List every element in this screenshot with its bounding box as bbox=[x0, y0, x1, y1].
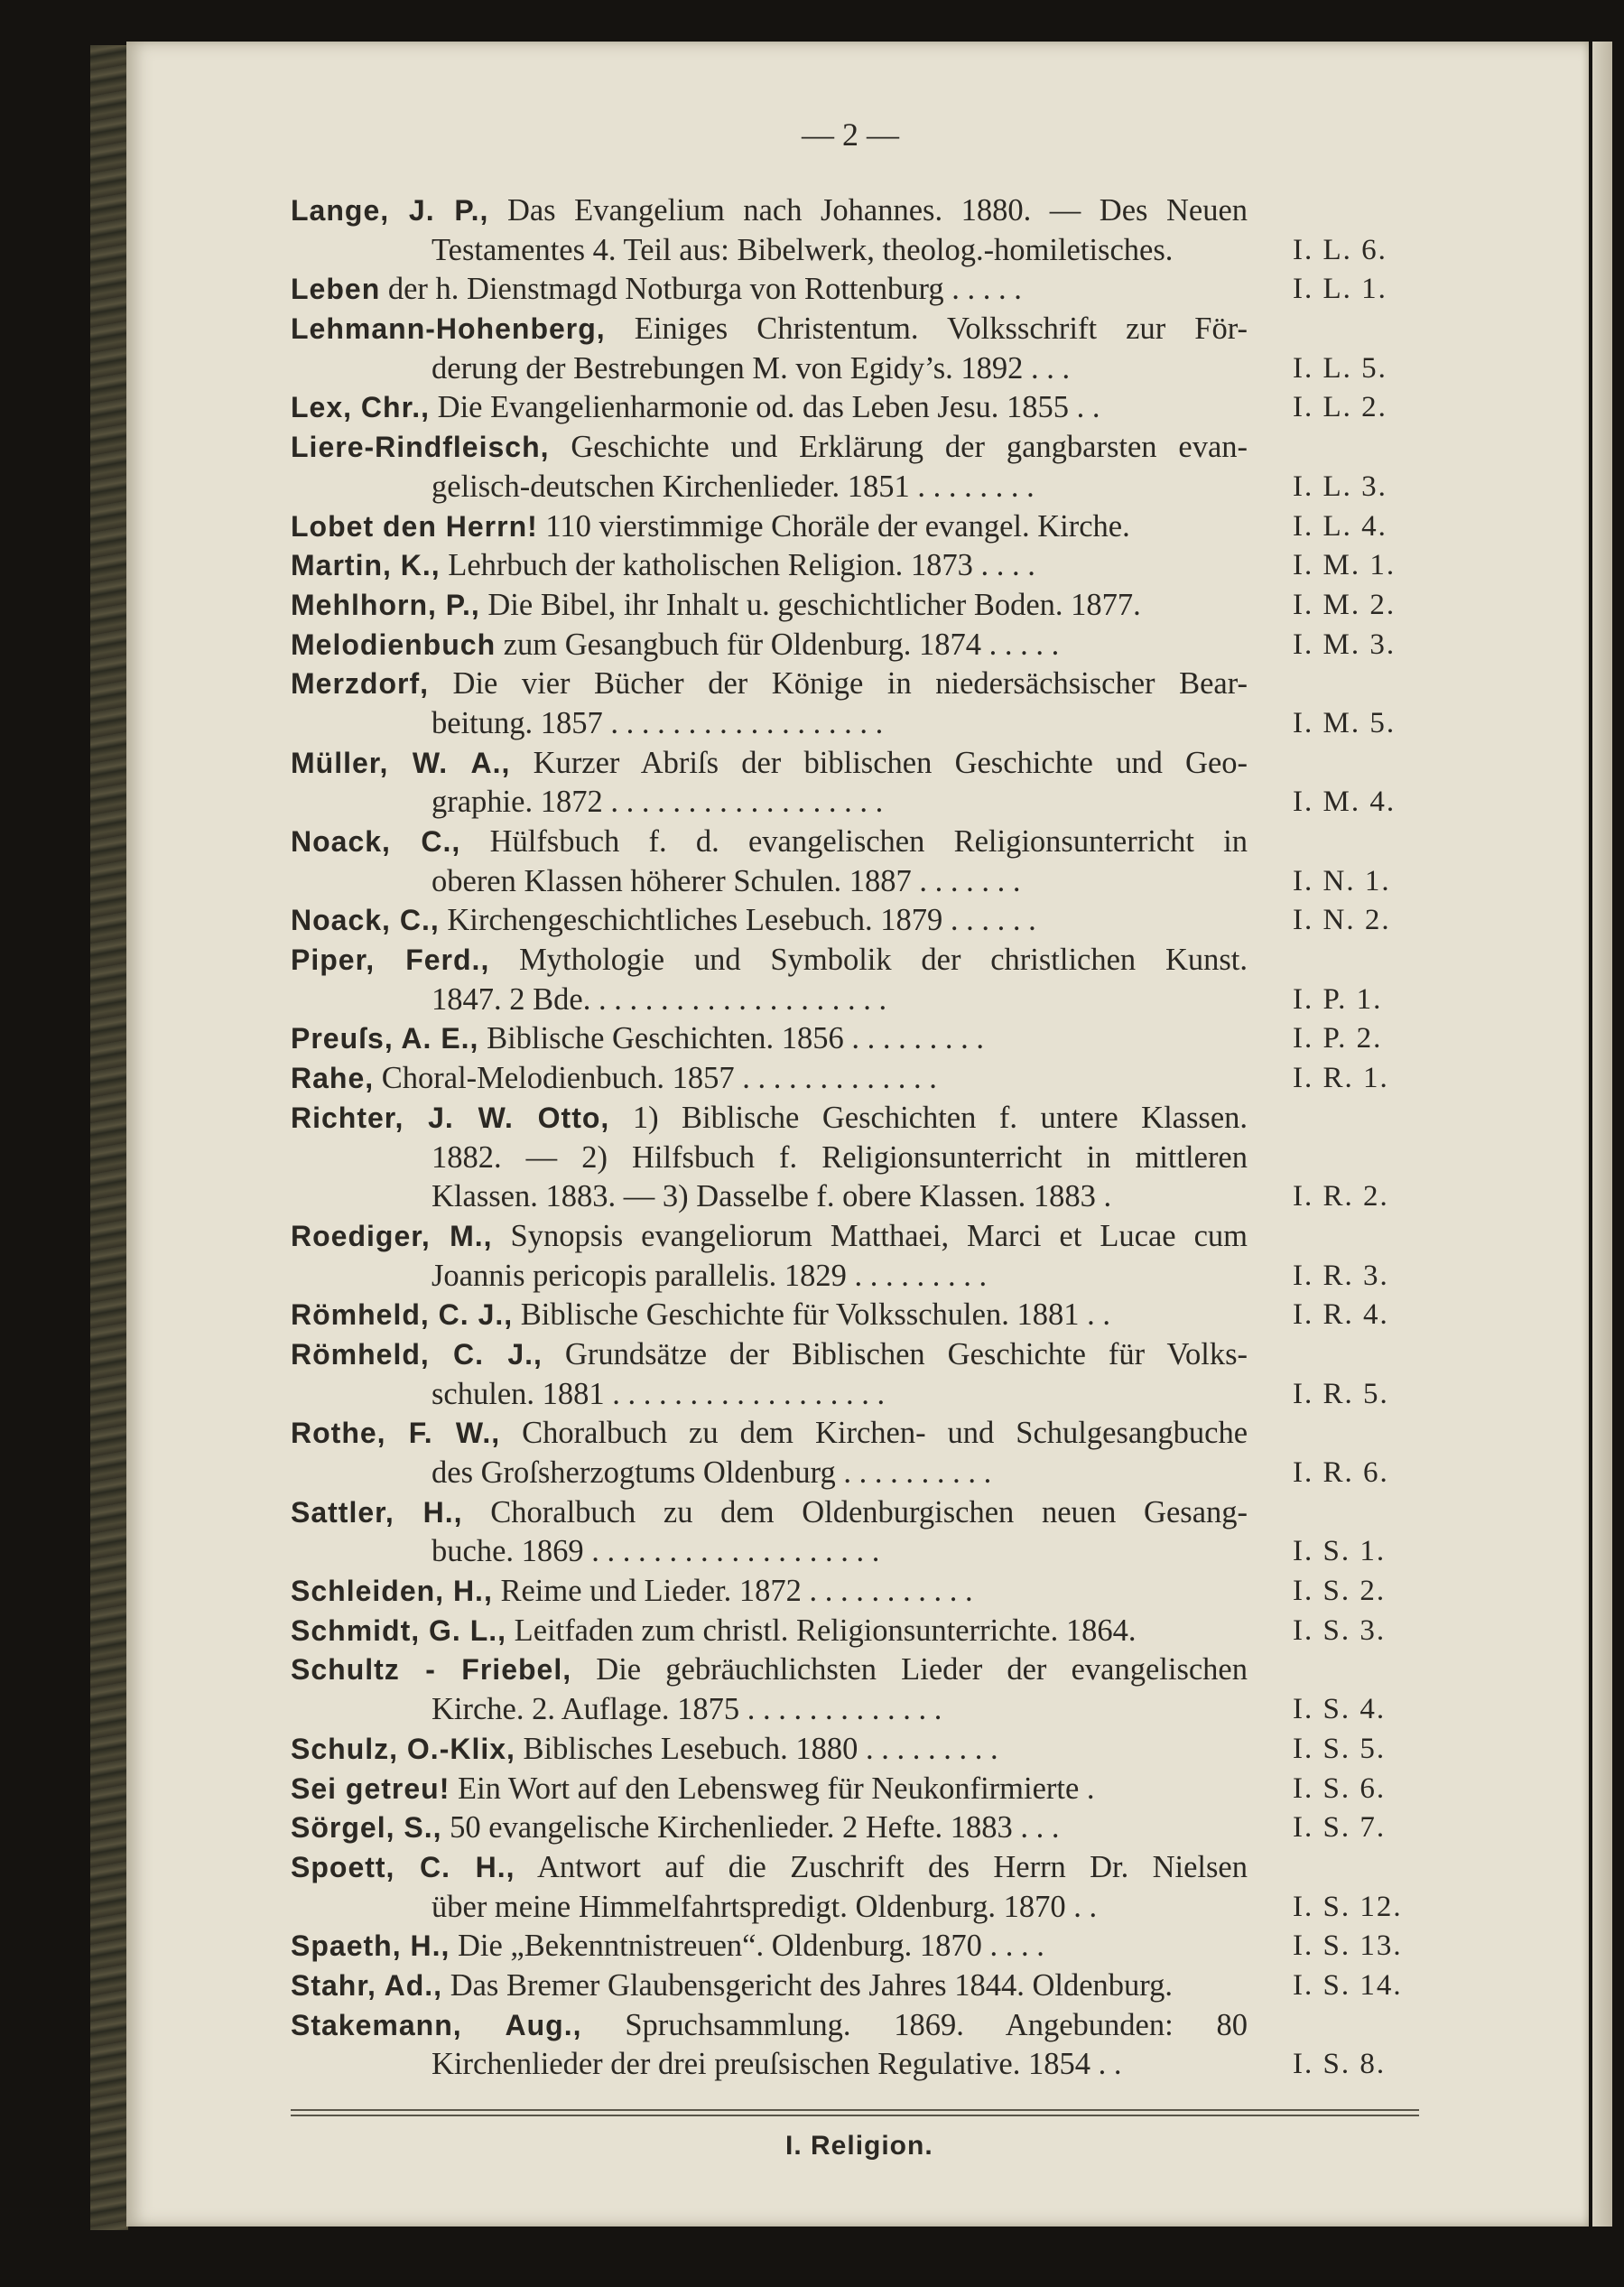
entry-author: Sei getreu! bbox=[291, 1771, 450, 1805]
catalog-entry bbox=[291, 270, 1419, 310]
catalog-entry bbox=[291, 310, 1419, 388]
entry-line bbox=[291, 1493, 1248, 1533]
catalog-entry bbox=[291, 507, 1419, 547]
shelf-mark: I. S. 1. bbox=[1293, 1535, 1387, 1568]
entry-author: Spaeth, H., bbox=[291, 1929, 450, 1963]
page-number: — 2 — bbox=[802, 116, 899, 153]
entry-text: Antwort auf die Zuschrift des Herrn Dr. Nielsen bbox=[537, 1849, 1248, 1884]
entry-text: Die vier Bücher der Könige in niedersächsischer Bear- bbox=[452, 666, 1248, 702]
entry-line bbox=[291, 704, 1248, 744]
entry-author: Schulz, O.-Klix, bbox=[291, 1732, 515, 1765]
shelf-mark: I. S. 3. bbox=[1293, 1613, 1387, 1647]
entry-text: Geschichte und Erklärung der gangbarsten evan- bbox=[571, 430, 1248, 465]
catalog-entry-list bbox=[291, 191, 1419, 2085]
shelf-mark: I. L. 4. bbox=[1293, 509, 1387, 543]
shelf-mark: I. M. 4. bbox=[1293, 786, 1397, 819]
catalog-entry bbox=[291, 626, 1419, 665]
entry-line bbox=[291, 1019, 1248, 1059]
book-spine bbox=[90, 45, 128, 2230]
catalog-entry bbox=[291, 744, 1419, 823]
entry-line bbox=[291, 586, 1248, 626]
entry-text: Die Bibel, ihr Inhalt u. geschichtlicher Boden. 1877. bbox=[487, 587, 1141, 622]
entry-author: Richter, J. W. Otto, bbox=[291, 1101, 610, 1134]
entry-text: Choralbuch zu dem Kirchen- und Schulgesangbuche bbox=[522, 1416, 1248, 1451]
section-footer: I. Religion. bbox=[785, 2131, 933, 2161]
entry-line bbox=[291, 1848, 1248, 1888]
footer-rule-bottom bbox=[291, 2115, 1419, 2116]
catalog-entry bbox=[291, 1296, 1419, 1335]
entry-author: Lex, Chr., bbox=[291, 391, 431, 424]
entry-line bbox=[291, 270, 1248, 310]
shelf-mark: I. M. 1. bbox=[1293, 549, 1397, 582]
entry-text: Kirchengeschichtliches Lesebuch. 1879 . . . . . . bbox=[447, 903, 1036, 938]
catalog-entry bbox=[291, 1099, 1419, 1217]
entry-text: Mythologie und Symbolik der christlichen Kunst. bbox=[519, 943, 1248, 978]
entry-line bbox=[291, 1139, 1248, 1178]
entry-text: Hülfsbuch f. d. evangelischen Religionsunterricht in bbox=[489, 824, 1248, 859]
entry-author: Liere-Rindfleisch, bbox=[291, 431, 550, 464]
entry-text: Synopsis evangeliorum Matthaei, Marci et Lucae cum bbox=[510, 1218, 1248, 1253]
shelf-mark: I. P. 1. bbox=[1293, 982, 1383, 1016]
entry-line bbox=[291, 1808, 1248, 1848]
entry-text: Spruchsammlung. 1869. Angebunden: 80 bbox=[625, 2007, 1248, 2042]
shelf-mark: I. S. 4. bbox=[1293, 1693, 1387, 1726]
entry-text: gelisch-deutschen Kirchenlieder. 1851 . . . . . . . . bbox=[432, 469, 1035, 504]
entry-line bbox=[291, 468, 1248, 507]
shelf-mark: I. L. 5. bbox=[1293, 351, 1387, 385]
entry-text: Die gebräuchlichsten Lieder der evangelischen bbox=[596, 1652, 1248, 1687]
entry-line bbox=[291, 231, 1248, 271]
entry-author: Schmidt, G. L., bbox=[291, 1613, 507, 1647]
entry-text: Kurzer Abriſs der biblischen Geschichte und Geo- bbox=[533, 745, 1248, 780]
entry-line bbox=[291, 981, 1248, 1020]
entry-line bbox=[291, 1454, 1248, 1493]
shelf-mark: I. L. 1. bbox=[1293, 273, 1387, 306]
shelf-mark: I. R. 1. bbox=[1293, 1062, 1389, 1095]
shelf-mark: I. N. 2. bbox=[1293, 904, 1391, 937]
entry-author: Lange, J. P., bbox=[291, 194, 489, 227]
catalog-entry bbox=[291, 823, 1419, 901]
entry-text: 1882. — 2) Hilfsbuch f. Religionsunterricht in mittleren bbox=[432, 1139, 1248, 1175]
entry-author: Spoett, C. H., bbox=[291, 1850, 515, 1883]
shelf-mark: I. S. 14. bbox=[1293, 1968, 1403, 2002]
entry-text: Leitfaden zum christl. Religionsunterrichte. 1864. bbox=[514, 1613, 1137, 1648]
catalog-entry bbox=[291, 1966, 1419, 2006]
shelf-mark: I. S. 6. bbox=[1293, 1771, 1387, 1805]
shelf-mark: I. M. 3. bbox=[1293, 628, 1397, 661]
entry-author: Noack, C., bbox=[291, 904, 440, 937]
entry-text: Testamentes 4. Teil aus: Bibelwerk, theolog.-homiletisches. bbox=[432, 232, 1174, 267]
entry-line bbox=[291, 191, 1248, 231]
shelf-mark: I. S. 2. bbox=[1293, 1575, 1387, 1608]
entry-line bbox=[291, 1217, 1248, 1257]
entry-author: Sörgel, S., bbox=[291, 1811, 442, 1845]
entry-author: Schleiden, H., bbox=[291, 1575, 493, 1608]
catalog-entry bbox=[291, 546, 1419, 586]
entry-author: Preuſs, A. E., bbox=[291, 1022, 479, 1055]
entry-author: Müller, W. A., bbox=[291, 746, 511, 779]
entry-text: 1847. 2 Bde. . . . . . . . . . . . . . . . . . . . bbox=[432, 981, 887, 1017]
page-edge bbox=[1592, 42, 1612, 2227]
entry-text: Grundsätze der Biblischen Geschichte für Volks- bbox=[564, 1336, 1248, 1371]
entry-line bbox=[291, 428, 1248, 468]
entry-text: graphie. 1872 . . . . . . . . . . . . . . . . . . bbox=[432, 785, 884, 820]
entry-author: Sattler, H., bbox=[291, 1495, 463, 1529]
entry-author: Piper, Ferd., bbox=[291, 944, 490, 977]
shelf-mark: I. P. 2. bbox=[1293, 1022, 1383, 1055]
catalog-entry bbox=[291, 586, 1419, 626]
catalog-entry bbox=[291, 1335, 1419, 1414]
catalog-entry bbox=[291, 1059, 1419, 1099]
catalog-entry bbox=[291, 1572, 1419, 1612]
shelf-mark: I. S. 7. bbox=[1293, 1811, 1387, 1845]
shelf-mark: I. R. 3. bbox=[1293, 1259, 1389, 1292]
catalog-entry bbox=[291, 428, 1419, 507]
entry-text: 110 vierstimmige Choräle der evangel. Kirche. bbox=[545, 508, 1130, 544]
entry-line bbox=[291, 1257, 1248, 1297]
entry-line bbox=[291, 546, 1248, 586]
entry-text: derung der Bestrebungen M. von Egidy’s. 1892 . . . bbox=[432, 350, 1071, 386]
catalog-entry bbox=[291, 1217, 1419, 1296]
entry-text: Ein Wort auf den Lebensweg für Neukonfirmierte . bbox=[458, 1771, 1095, 1806]
entry-text: buche. 1869 . . . . . . . . . . . . . . . . . . . bbox=[432, 1534, 880, 1569]
entry-line bbox=[291, 744, 1248, 784]
entry-line bbox=[291, 1059, 1248, 1099]
entry-text: Choral-Melodienbuch. 1857 . . . . . . . . . . . . . bbox=[381, 1061, 937, 1096]
catalog-entry bbox=[291, 665, 1419, 743]
catalog-entry bbox=[291, 1019, 1419, 1059]
entry-line bbox=[291, 1730, 1248, 1770]
entry-line bbox=[291, 1650, 1248, 1690]
entry-text: beitung. 1857 . . . . . . . . . . . . . . . . . . bbox=[432, 705, 884, 740]
catalog-entry bbox=[291, 901, 1419, 941]
entry-text: Das Evangelium nach Johannes. 1880. — Des Neuen bbox=[506, 193, 1248, 228]
entry-text: 50 evangelische Kirchenlieder. 2 Hefte. 1883 . . . bbox=[450, 1810, 1060, 1845]
footer-rule-top bbox=[291, 2109, 1419, 2111]
entry-line bbox=[291, 1335, 1248, 1375]
entry-author: Stakemann, Aug., bbox=[291, 2008, 582, 2041]
entry-author: Martin, K., bbox=[291, 549, 441, 582]
entry-author: Rothe, F. W., bbox=[291, 1417, 501, 1450]
entry-line bbox=[291, 1375, 1248, 1415]
shelf-mark: I. L. 3. bbox=[1293, 469, 1387, 503]
entry-text: Biblisches Lesebuch. 1880 . . . . . . . . . bbox=[523, 1731, 998, 1766]
entry-author: Lobet den Herrn! bbox=[291, 509, 538, 543]
entry-author: Roediger, M., bbox=[291, 1219, 493, 1252]
entry-author: Mehlhorn, P., bbox=[291, 588, 480, 621]
entry-line bbox=[291, 349, 1248, 389]
entry-text: schulen. 1881 . . . . . . . . . . . . . . . . . . bbox=[432, 1376, 886, 1411]
shelf-mark: I. R. 2. bbox=[1293, 1180, 1389, 1213]
entry-line bbox=[291, 1927, 1248, 1966]
entry-line bbox=[291, 823, 1248, 862]
entry-line bbox=[291, 1770, 1248, 1809]
entry-text: des Groſsherzogtums Oldenburg . . . . . . . . . . bbox=[432, 1455, 992, 1490]
catalog-entry bbox=[291, 191, 1419, 270]
entry-line bbox=[291, 1572, 1248, 1612]
entry-text: Kirche. 2. Auflage. 1875 . . . . . . . . . . . . . bbox=[432, 1692, 942, 1727]
catalog-entry bbox=[291, 1612, 1419, 1651]
entry-line bbox=[291, 1099, 1248, 1139]
entry-author: Römheld, C. J., bbox=[291, 1298, 514, 1332]
shelf-mark: I. M. 2. bbox=[1293, 588, 1397, 621]
entry-author: Stahr, Ad., bbox=[291, 1968, 443, 2002]
entry-text: Choralbuch zu dem Oldenburgischen neuen Gesang- bbox=[490, 1494, 1248, 1529]
entry-author: Leben bbox=[291, 273, 381, 306]
entry-text: 1) Biblische Geschichten f. untere Klassen. bbox=[632, 1100, 1248, 1135]
catalog-entry bbox=[291, 1414, 1419, 1492]
shelf-mark: I. R. 6. bbox=[1293, 1456, 1389, 1489]
entry-line bbox=[291, 1177, 1248, 1217]
entry-line bbox=[291, 1888, 1248, 1928]
entry-text: der h. Dienstmagd Notburga von Rottenburg . . . . . bbox=[387, 272, 1022, 307]
entry-author: Schultz - Friebel, bbox=[291, 1653, 572, 1687]
catalog-entry bbox=[291, 1770, 1419, 1809]
entry-text: Reime und Lieder. 1872 . . . . . . . . . . . bbox=[500, 1574, 973, 1609]
entry-author: Melodienbuch bbox=[291, 628, 496, 661]
shelf-mark: I. L. 6. bbox=[1293, 233, 1387, 266]
shelf-mark: I. S. 13. bbox=[1293, 1929, 1403, 1963]
entry-text: Kirchenlieder der drei preuſsischen Regulative. 1854 . . bbox=[432, 2047, 1122, 2082]
entry-text: Einiges Christentum. Volksschrift zur För- bbox=[634, 311, 1248, 347]
entry-line bbox=[291, 507, 1248, 547]
entry-text: Klassen. 1883. — 3) Dasselbe f. obere Klassen. 1883 . bbox=[432, 1179, 1112, 1214]
entry-text: über meine Himmelfahrtspredigt. Oldenburg. 1870 . . bbox=[432, 1889, 1098, 1924]
entry-text: Biblische Geschichte für Volksschulen. 1881 . . bbox=[520, 1297, 1110, 1333]
entry-author: Lehmann-Hohenberg, bbox=[291, 312, 606, 346]
entry-line bbox=[291, 2006, 1248, 2046]
shelf-mark: I. S. 8. bbox=[1293, 2048, 1387, 2081]
entry-line bbox=[291, 1532, 1248, 1572]
entry-line bbox=[291, 1966, 1248, 2006]
entry-text: Biblische Geschichten. 1856 . . . . . . . . . bbox=[487, 1021, 985, 1056]
catalog-entry bbox=[291, 1808, 1419, 1848]
entry-line bbox=[291, 1612, 1248, 1651]
shelf-mark: I. S. 12. bbox=[1293, 1890, 1403, 1923]
entry-line bbox=[291, 1296, 1248, 1335]
entry-text: zum Gesangbuch für Oldenburg. 1874 . . . . . bbox=[503, 627, 1060, 662]
entry-line bbox=[291, 665, 1248, 704]
catalog-entry bbox=[291, 1493, 1419, 1572]
shelf-mark: I. R. 4. bbox=[1293, 1298, 1389, 1332]
entry-author: Noack, C., bbox=[291, 825, 461, 858]
entry-author: Merzdorf, bbox=[291, 667, 429, 701]
entry-text: Das Bremer Glaubensgericht des Jahres 1844. Oldenburg. bbox=[450, 1967, 1174, 2003]
entry-line bbox=[291, 310, 1248, 349]
catalog-entry bbox=[291, 1848, 1419, 1927]
catalog-entry bbox=[291, 941, 1419, 1019]
entry-text: Joannis pericopis parallelis. 1829 . . . . . . . . . bbox=[432, 1258, 988, 1293]
entry-text: Die „Bekenntnistreuen“. Oldenburg. 1870 . . . . bbox=[457, 1929, 1044, 1964]
entry-line bbox=[291, 2045, 1248, 2085]
entry-line bbox=[291, 1690, 1248, 1730]
entry-line bbox=[291, 901, 1248, 941]
entry-line bbox=[291, 626, 1248, 665]
shelf-mark: I. S. 5. bbox=[1293, 1732, 1387, 1765]
entry-text: Lehrbuch der katholischen Religion. 1873 . . . . bbox=[448, 548, 1035, 583]
entry-line bbox=[291, 941, 1248, 981]
entry-line bbox=[291, 388, 1248, 428]
entry-text: oberen Klassen höherer Schulen. 1887 . . . . . . . bbox=[432, 863, 1021, 898]
shelf-mark: I. R. 5. bbox=[1293, 1377, 1389, 1410]
entry-line bbox=[291, 1414, 1248, 1454]
shelf-mark: I. N. 1. bbox=[1293, 864, 1391, 897]
shelf-mark: I. L. 2. bbox=[1293, 391, 1387, 424]
catalog-entry bbox=[291, 1650, 1419, 1729]
catalog-entry bbox=[291, 1730, 1419, 1770]
catalog-entry bbox=[291, 1927, 1419, 1966]
entry-author: Rahe, bbox=[291, 1062, 375, 1095]
entry-line bbox=[291, 862, 1248, 902]
catalog-entry bbox=[291, 2006, 1419, 2085]
shelf-mark: I. M. 5. bbox=[1293, 706, 1397, 739]
entry-line bbox=[291, 783, 1248, 823]
entry-author: Römheld, C. J., bbox=[291, 1337, 543, 1371]
catalog-entry bbox=[291, 388, 1419, 428]
entry-text: Die Evangelienharmonie od. das Leben Jesu. 1855 . . bbox=[437, 390, 1100, 425]
